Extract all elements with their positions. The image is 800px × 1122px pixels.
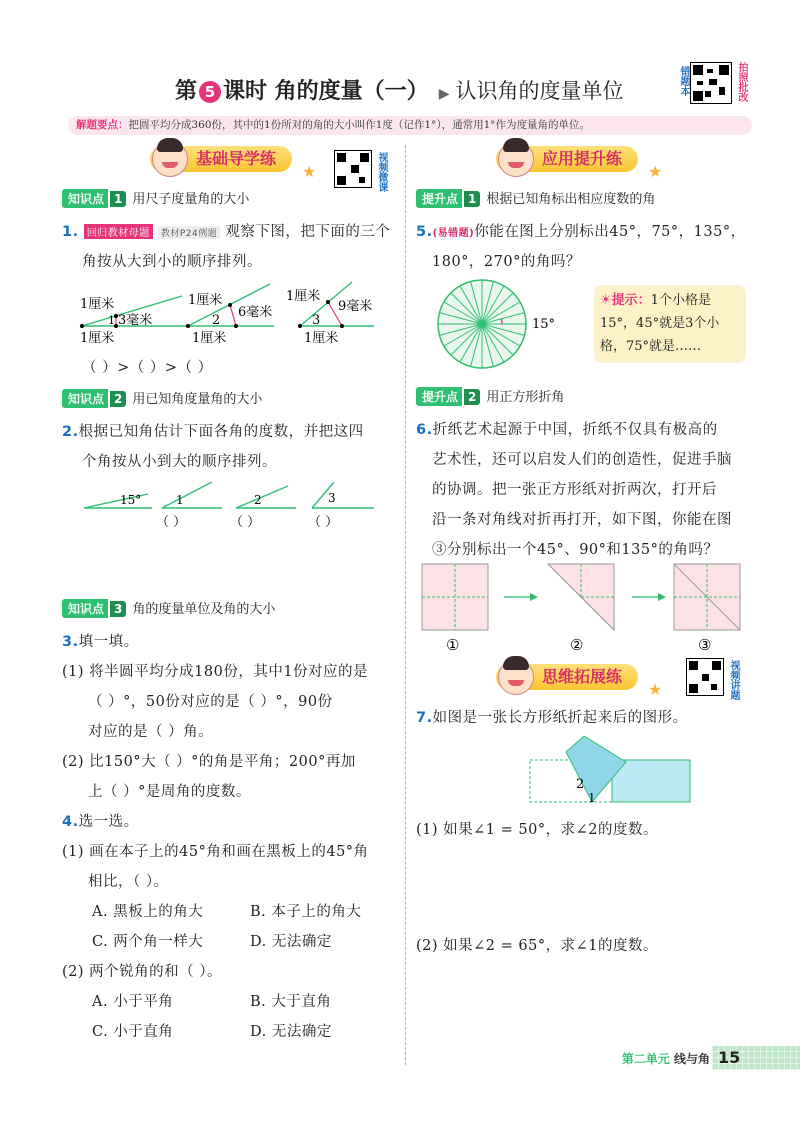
- q2-figure: [82, 482, 382, 532]
- lesson-number: 5: [199, 81, 221, 103]
- section-basic-title: 基础导学练: [196, 149, 277, 168]
- video-label-2: 视频讲题: [728, 660, 739, 700]
- q1-badge: 回归教材母题: [84, 224, 153, 239]
- q6-fold-figure: [420, 562, 742, 654]
- star-icon-2: ★: [648, 162, 663, 181]
- q1-answer: （ ）>（ ）>（ ）: [82, 360, 213, 376]
- q4-2-opt-a: A. 小于平角: [92, 994, 174, 1010]
- q6-label-2: ②: [570, 636, 584, 654]
- improve-point-1: 提升点 1 根据已知角标出相应度数的角: [416, 188, 655, 208]
- q5-line2: 180°，270°的角吗？: [432, 254, 581, 270]
- q5-line1: 5.(易错题)你能在图上分别标出45°，75°，135°，: [416, 224, 746, 240]
- q3-l1: (1) 将半圆平均分成180份，其中1份对应的是: [62, 664, 369, 680]
- q6-label-1: ①: [446, 636, 460, 654]
- title-prefix: 第: [175, 79, 198, 104]
- footer-unit: 第二单元 线与角: [621, 1052, 710, 1066]
- q7-part1: (1) 如果∠1 = 50°，求∠2的度数。: [416, 822, 658, 838]
- q4-2-opt-c: C. 小于直角: [92, 1024, 174, 1040]
- q2-label-2: 2: [254, 493, 262, 507]
- tip-bar: [68, 116, 752, 135]
- page-number: 15: [718, 1048, 741, 1067]
- qr-label-photo: 拍照批改: [736, 62, 747, 102]
- column-divider: [405, 145, 406, 1065]
- q1-b-bottom: 1厘米: [192, 331, 227, 346]
- q4-opt-b: B. 本子上的角大: [250, 904, 362, 920]
- q3-title: 3.填一填。: [62, 634, 139, 650]
- q4-opt-a: A. 黑板上的角大: [92, 904, 204, 920]
- q1-c-label: 3: [312, 313, 321, 328]
- hint-label: ☀提示：: [600, 293, 651, 308]
- child-face-icon-2: [498, 141, 534, 177]
- q6-l5: ③分别标出一个45°、90°和135°的角吗？: [432, 542, 719, 558]
- q1-a-top: 1厘米: [80, 297, 115, 312]
- q5-angle-label: 15°: [532, 317, 556, 332]
- q1-b-side: 6毫米: [238, 305, 273, 320]
- q7-figure: [526, 734, 696, 806]
- qr-video-icon-2[interactable]: [686, 658, 724, 696]
- q3-l3: 对应的是（ ）角。: [88, 724, 214, 740]
- page-subtitle: 认识角的度量单位: [455, 79, 624, 103]
- q1-c-top: 1厘米: [286, 289, 321, 304]
- q2-blank-3: （ ）: [308, 515, 339, 530]
- q1-line1: 1. 回归教材母题 教材P24例题 观察下图，把下面的三个: [62, 224, 391, 240]
- q4-l1: (1) 画在本子上的45°角和画在黑板上的45°角: [62, 844, 369, 860]
- q4-opt-d: D. 无法确定: [250, 934, 332, 950]
- page-title: [175, 74, 623, 105]
- q1-line2: 角按从大到小的顺序排列。: [82, 254, 262, 270]
- q2-line2: 个角按从小到大的顺序排列。: [82, 454, 277, 470]
- q1-ref: 教材P24例题: [158, 226, 220, 239]
- q7-label-1: 1: [588, 791, 596, 805]
- q1-a-label: 1: [108, 314, 115, 327]
- q7-part2: (2) 如果∠2 = 65°，求∠1的度数。: [416, 938, 658, 954]
- q1-b-label: 2: [212, 313, 221, 328]
- qr-label-wrongbook: 错题本: [678, 66, 689, 96]
- lightbulb-icon: ☀: [600, 293, 612, 308]
- q3-l2: （ ）°，50份对应的是（ ）°，90份: [88, 694, 333, 710]
- tip-label: 解题要点：: [76, 119, 129, 131]
- q4-2-opt-b: B. 大于直角: [250, 994, 332, 1010]
- title-mid: 课时 角的度量（一）: [223, 79, 429, 104]
- q2-line1: 2.根据已知角估计下面各角的度数，并把这四: [62, 424, 364, 440]
- q1-a-side: 3毫米: [118, 313, 153, 328]
- hint-text: 1个小格是15°，45°就是3个小格，75°就是……: [600, 293, 720, 354]
- q2-blank-1: （ ）: [156, 515, 187, 530]
- child-face-icon: [152, 141, 188, 177]
- knowledge-point-2: 知识点 2 用已知角度量角的大小: [62, 388, 262, 408]
- qr-code-icon[interactable]: [690, 62, 732, 104]
- q7-line1: 7.如图是一张长方形纸折起来后的图形。: [416, 710, 688, 726]
- q1-figure: [74, 280, 394, 350]
- knowledge-point-3: 知识点 3 角的度量单位及角的大小: [62, 598, 275, 618]
- q2-blank-2: （ ）: [230, 515, 261, 530]
- q6-l1: 6.折纸艺术起源于中国，折纸不仅具有极高的: [416, 422, 718, 438]
- improve-point-2: 提升点 2 用正方形折角: [416, 386, 564, 406]
- q2-label-3: 3: [328, 491, 336, 505]
- knowledge-point-1: 知识点 1 用尺子度量角的大小: [62, 188, 249, 208]
- child-face-icon-3: [498, 659, 534, 695]
- q4-l3: (2) 两个锐角的和（ ）。: [62, 964, 223, 980]
- page-number-box: [712, 1046, 800, 1070]
- q6-l3: 的协调。把一张正方形纸对折两次，打开后: [432, 482, 717, 498]
- q2-label-1: 1: [176, 493, 184, 507]
- q4-l2: 相比，（ ）。: [88, 874, 169, 890]
- q6-label-3: ③: [698, 636, 712, 654]
- star-icon: ★: [302, 162, 317, 181]
- q4-opt-c: C. 两个角一样大: [92, 934, 204, 950]
- q4-title: 4.选一选。: [62, 814, 139, 830]
- q3-l4: (2) 比150°大（ ）°的角是平角；200°再加: [62, 754, 356, 770]
- q1-c-bottom: 1厘米: [304, 331, 339, 346]
- triangle-icon: ▶: [438, 86, 450, 102]
- q2-known-angle: 15°: [120, 493, 142, 507]
- qr-video-icon[interactable]: [334, 150, 372, 188]
- q6-l2: 艺术性，还可以启发人们的创造性，促进手脑: [432, 452, 732, 468]
- q5-hint-box: [594, 285, 746, 363]
- section-thinking-title: 思维拓展练: [542, 667, 623, 686]
- section-apply-title: 应用提升练: [542, 149, 623, 168]
- q5-circle-figure: [436, 278, 586, 370]
- q1-c-side: 9毫米: [338, 299, 373, 314]
- video-label: 视频微课: [376, 152, 387, 192]
- q3-l5: 上（ ）°是周角的度数。: [88, 784, 251, 800]
- tip-text: 把圆平均分成360份，其中的1份所对的角的大小叫作1度（记作1°），通常用1°作为度量角的单位。: [128, 119, 591, 131]
- q7-label-2: 2: [576, 777, 585, 792]
- q4-2-opt-d: D. 无法确定: [250, 1024, 332, 1040]
- q1-a-bottom: 1厘米: [80, 331, 115, 346]
- q6-l4: 沿一条对角线对折再打开，如下图，你能在图: [432, 512, 732, 528]
- star-icon-3: ★: [648, 680, 663, 699]
- q1-b-top: 1厘米: [188, 293, 223, 308]
